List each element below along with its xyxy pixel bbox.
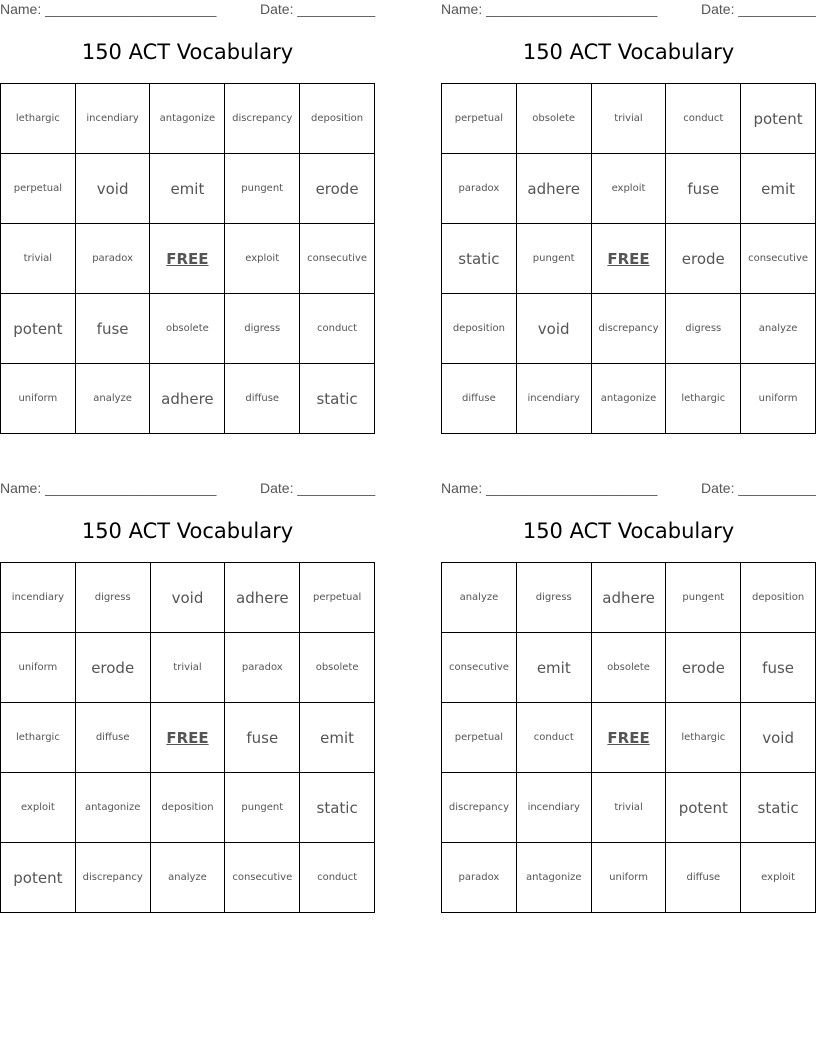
grid-cell: potent [741, 84, 816, 154]
free-space: FREE [591, 224, 666, 294]
grid-cell: void [75, 154, 150, 224]
grid-cell: diffuse [225, 364, 300, 434]
grid-cell: lethargic [666, 703, 741, 773]
date-label: Date: [260, 480, 294, 496]
grid-cell: analyze [150, 843, 225, 913]
grid-cell: paradox [225, 633, 300, 703]
grid-cell: trivial [1, 224, 76, 294]
grid-row [1, 633, 375, 703]
grid-cell: exploit [741, 843, 816, 913]
grid-cell: diffuse [442, 364, 517, 434]
grid-cell: trivial [150, 633, 225, 703]
grid-cell: digress [516, 563, 591, 633]
grid-cell: pungent [516, 224, 591, 294]
date-line: __________ [738, 1, 816, 17]
grid-cell: emit [300, 703, 375, 773]
grid-cell: fuse [741, 633, 816, 703]
name-label: Name: [0, 1, 42, 17]
grid-row [1, 364, 375, 434]
grid-cell: antagonize [516, 843, 591, 913]
grid-cell: erode [75, 633, 150, 703]
grid-cell: consecutive [300, 224, 375, 294]
grid-cell: erode [300, 154, 375, 224]
card-title: 150 ACT Vocabulary [522, 519, 735, 543]
grid-cell: consecutive [225, 843, 300, 913]
grid-cell: uniform [591, 843, 666, 913]
grid-cell: discrepancy [442, 773, 517, 843]
grid-row [442, 84, 816, 154]
grid-cell: adhere [591, 563, 666, 633]
grid-cell: paradox [75, 224, 150, 294]
grid-cell: deposition [741, 563, 816, 633]
grid-cell: consecutive [442, 633, 517, 703]
grid-cell: pungent [225, 773, 300, 843]
grid-cell: conduct [300, 843, 375, 913]
grid-cell: obsolete [150, 294, 225, 364]
grid-row [442, 154, 816, 224]
grid-cell: exploit [1, 773, 76, 843]
card-header [0, 0, 375, 20]
grid-row [442, 633, 816, 703]
grid-cell: obsolete [516, 84, 591, 154]
bingo-grid [0, 562, 375, 913]
date-label: Date: [701, 1, 735, 17]
grid-cell: analyze [741, 294, 816, 364]
grid-cell: paradox [442, 154, 517, 224]
grid-row [442, 703, 816, 773]
grid-cell: discrepancy [591, 294, 666, 364]
grid-cell: incendiary [1, 563, 76, 633]
grid-row [442, 224, 816, 294]
grid-cell: antagonize [591, 364, 666, 434]
grid-cell: trivial [591, 84, 666, 154]
card-header [0, 479, 375, 499]
bingo-grid [441, 562, 816, 913]
date-line: __________ [297, 1, 376, 17]
grid-cell: diffuse [75, 703, 150, 773]
grid-cell: deposition [150, 773, 225, 843]
name-field [441, 1, 657, 17]
date-label: Date: [701, 480, 735, 496]
grid-row [1, 154, 375, 224]
date-field [260, 1, 375, 17]
name-label: Name: [441, 480, 483, 496]
date-field [701, 480, 816, 496]
grid-row [442, 294, 816, 364]
grid-cell: discrepancy [225, 84, 300, 154]
grid-cell: perpetual [442, 703, 517, 773]
grid-row [442, 843, 816, 913]
grid-cell: exploit [225, 224, 300, 294]
grid-cell: potent [1, 294, 76, 364]
date-line: __________ [738, 480, 816, 496]
name-line: ______________________ [486, 1, 658, 17]
grid-cell: obsolete [300, 633, 375, 703]
grid-cell: obsolete [591, 633, 666, 703]
grid-cell: digress [666, 294, 741, 364]
card-header [441, 0, 816, 20]
grid-row [442, 364, 816, 434]
name-label: Name: [441, 1, 483, 17]
grid-cell: perpetual [1, 154, 76, 224]
grid-cell: digress [75, 563, 150, 633]
grid-cell: potent [666, 773, 741, 843]
grid-cell: adhere [150, 364, 225, 434]
grid-row [442, 773, 816, 843]
grid-cell: paradox [442, 843, 517, 913]
grid-row [1, 773, 375, 843]
date-line: __________ [297, 480, 376, 496]
grid-cell: discrepancy [75, 843, 150, 913]
grid-row [1, 843, 375, 913]
grid-cell: adhere [225, 563, 300, 633]
grid-cell: void [516, 294, 591, 364]
grid-row [442, 563, 816, 633]
grid-cell: trivial [591, 773, 666, 843]
grid-cell: deposition [300, 84, 375, 154]
grid-cell: antagonize [75, 773, 150, 843]
grid-cell: lethargic [666, 364, 741, 434]
grid-cell: antagonize [150, 84, 225, 154]
name-line: ______________________ [486, 480, 658, 496]
grid-cell: analyze [75, 364, 150, 434]
grid-cell: analyze [442, 563, 517, 633]
grid-cell: perpetual [300, 563, 375, 633]
grid-cell: fuse [666, 154, 741, 224]
grid-row [1, 224, 375, 294]
date-field [701, 1, 816, 17]
grid-cell: adhere [516, 154, 591, 224]
name-line: ______________________ [45, 1, 217, 17]
grid-cell: deposition [442, 294, 517, 364]
grid-row [1, 294, 375, 364]
grid-cell: conduct [666, 84, 741, 154]
grid-cell: incendiary [516, 773, 591, 843]
grid-cell: diffuse [666, 843, 741, 913]
grid-cell: uniform [1, 364, 76, 434]
date-label: Date: [260, 1, 294, 17]
grid-cell: void [741, 703, 816, 773]
grid-cell: static [741, 773, 816, 843]
name-line: ______________________ [45, 480, 217, 496]
free-space: FREE [150, 224, 225, 294]
grid-cell: fuse [225, 703, 300, 773]
grid-cell: conduct [516, 703, 591, 773]
grid-cell: lethargic [1, 703, 76, 773]
grid-cell: conduct [300, 294, 375, 364]
free-space: FREE [150, 703, 225, 773]
grid-cell: static [300, 773, 375, 843]
card-title: 150 ACT Vocabulary [81, 40, 294, 64]
grid-cell: exploit [591, 154, 666, 224]
grid-row [1, 84, 375, 154]
grid-cell: lethargic [1, 84, 76, 154]
date-field [260, 480, 375, 496]
grid-cell: pungent [666, 563, 741, 633]
grid-cell: incendiary [516, 364, 591, 434]
name-field [441, 480, 657, 496]
card-title: 150 ACT Vocabulary [81, 519, 294, 543]
grid-row [1, 703, 375, 773]
name-label: Name: [0, 480, 42, 496]
grid-cell: consecutive [741, 224, 816, 294]
free-space: FREE [591, 703, 666, 773]
grid-cell: static [442, 224, 517, 294]
grid-cell: potent [1, 843, 76, 913]
bingo-grid [0, 83, 375, 434]
card-title: 150 ACT Vocabulary [522, 40, 735, 64]
card-header [441, 479, 816, 499]
grid-cell: static [300, 364, 375, 434]
grid-cell: perpetual [442, 84, 517, 154]
grid-cell: void [150, 563, 225, 633]
grid-cell: uniform [741, 364, 816, 434]
grid-cell: digress [225, 294, 300, 364]
grid-cell: erode [666, 633, 741, 703]
grid-cell: fuse [75, 294, 150, 364]
grid-cell: erode [666, 224, 741, 294]
grid-row [1, 563, 375, 633]
grid-cell: emit [150, 154, 225, 224]
name-field [0, 480, 216, 496]
grid-cell: incendiary [75, 84, 150, 154]
grid-cell: pungent [225, 154, 300, 224]
grid-cell: emit [741, 154, 816, 224]
grid-cell: uniform [1, 633, 76, 703]
grid-cell: emit [516, 633, 591, 703]
name-field [0, 1, 216, 17]
bingo-grid [441, 83, 816, 434]
